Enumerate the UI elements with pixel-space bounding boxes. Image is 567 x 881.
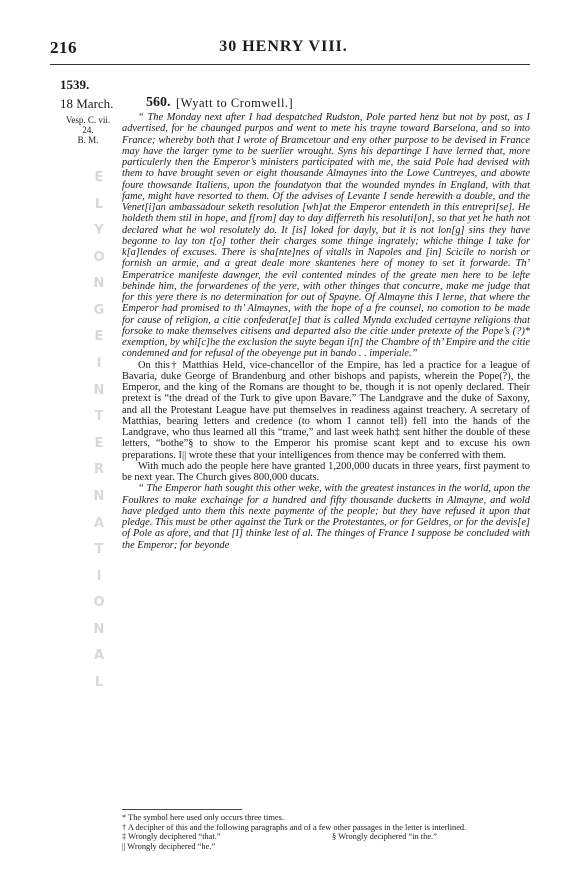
margin-ref-line: 24. bbox=[82, 125, 94, 135]
watermark-letter: T bbox=[94, 409, 104, 425]
watermark-letter: E bbox=[94, 329, 104, 345]
footnote: * The symbol here used only occurs three times. bbox=[122, 813, 284, 822]
watermark-letter: O bbox=[93, 595, 105, 611]
header-rule bbox=[50, 64, 530, 65]
watermark-letter: R bbox=[93, 462, 104, 478]
margin-ref-line: Vesp. C. vii. bbox=[65, 115, 111, 125]
body-paragraph: On this† Matthias Held, vice-chancellor of the Empire, has led a practice for a league of Bavaria, duke George of Brandenburg and other bishops and papists, wherein the Pope(?), the Emperor, and the king of the Romans are thought to be, though it is not openly declared. Their pretext is “the dread of the Turk to give upon Bavare.” The Landgrave and the duke of Saxony, and all the Protestant League have put themselves in readiness against treachery. A secretary of Matthias, bearing letters and credence (to whom I cannot tell) fell into the hands of the Landgrave, who thus learned all this “trame,” and last week hath‡ sent hither the double of these letters, “bothe”§ to show to the Emperor his promise scant kept and to excuse his own preparations. I|| wrote these that your intelligences from thence may be conferred with them. bbox=[122, 359, 530, 461]
footnote: || Wrongly deciphered “he.” bbox=[122, 841, 216, 851]
watermark bbox=[88, 170, 110, 690]
watermark-letter: Y bbox=[94, 223, 104, 239]
watermark-letter: N bbox=[93, 276, 105, 292]
body-paragraph: With much ado the people here have granted 1,200,000 ducats in three years, first payment to be next year. The Church gives 800,000 ducats. bbox=[122, 460, 530, 483]
watermark-letter: E bbox=[94, 170, 104, 185]
watermark-letter: O bbox=[93, 249, 105, 265]
watermark-letter: L bbox=[94, 196, 104, 212]
footnote-rule bbox=[122, 809, 242, 810]
footnote: § Wrongly deciphered “in the.” bbox=[332, 832, 437, 842]
body-paragraph: “ The Monday next after I had despatched Rudston, Pole parted henz but not by post, as I advertised, for he chaunged purpos and went to mete his trayne toward Barselona, and so into France; whereby both that I wrote of Bramcetour and eny other purpose to be devised in France may have the larger tyme to be suerlier wrought. Syns his departinge I have lerned that, more particulerly then the Emperor’s ministers participated with me, the said Pole had devised with them to have brought seven or eight thousande Almaynes into the Lowe Cuntreyes, and abowte foure thowsande Italiens, upon the foundatyon that the wounded myndes in England, with that fame, might have resorted to them. Of the advises of Levante I sende herewith a double, and the Venet[i]an ambassadour seketh resolution [wh]at the Emperor entendeth in this entrepri[se]. He holdeth them stil in hope, and f[rom] day to day differreth his resoluti[on], so that yet he hath not declared what he wol resolutely do. It [is] loked for dayly, but it is not lon[g] sins they have begonne to lay ton t[o] tother their charges some thinge ingrately; whiche thinge I take for k[a]lendes of excuses. There is sha[nte]nes of vitalls in Napoles and [in] Scicile to norish or fornish an armie, and a great deale more skantenes here of money to set it forwarde. Th’ Emperatrice manifeste dawnger, the evil contented mindes of the greate men here to be lefte behinde him, the forwardenes of the yere, with other thinges that concurre, make me judge that for this yere there is no determination for out of Spayne. Of Almayne this I lerne, that where the Emperor had promised to th’ Almaynes, with the hope of a fre counsel, no comotion to be made for cause of religion, a citie confederat[e] that is called Mynda excluded certayne religions that forsoke to make themselves citisens and departed also the citie under pretexte of the Pope’s (?)* exemption, by whi[c]he the exclusion the suyte began i[n] the Chambre of th’ Empire and the citie condemned and for refusal of the obeyenge put in bando . . imperiale.” bbox=[122, 112, 530, 360]
body-paragraph: “ The Emperor hath sought this other weke, with the greatest instances in the world, upon the Foulkres to make exchainge for a hundred and fifty thousande ducketts in Almayne, and wold have pledged unto them this nexte paymente of the people; but they have refused it upon that pledge. This must be other against the Turk or the Protestantes, or for Geldres, or for the devis[e] of Pole as afore, and that [I] thinke lest of al. The thinges of France I suppose be concluded with the Emperor; for beyonde bbox=[122, 483, 530, 551]
entry-number: 560. bbox=[146, 95, 171, 110]
watermark-letter: I bbox=[96, 356, 102, 372]
watermark-letter: T bbox=[94, 542, 104, 558]
footnotes bbox=[122, 813, 530, 851]
watermark-letter: E bbox=[94, 435, 104, 451]
watermark-letter: I bbox=[96, 568, 102, 584]
footnote: ‡ Wrongly deciphered “that.” bbox=[122, 832, 221, 842]
watermark-letter: N bbox=[93, 621, 105, 637]
watermark-letter: A bbox=[93, 515, 105, 531]
footnote-row bbox=[122, 832, 530, 842]
margin-reference bbox=[60, 115, 116, 145]
letter-body bbox=[122, 112, 530, 551]
entry-year: 1539. bbox=[60, 77, 90, 92]
running-head: 30 HENRY VIII. bbox=[219, 38, 348, 55]
watermark-letter: A bbox=[93, 648, 105, 664]
watermark-letter: N bbox=[93, 488, 105, 504]
page-number: 216 bbox=[50, 38, 77, 57]
entry-date: 18 March. bbox=[60, 96, 114, 111]
watermark-letter: G bbox=[93, 302, 105, 318]
footnote: † A decipher of this and the following paragraphs and of a few other passages in the letter is interlined. bbox=[122, 822, 467, 832]
entry-title: [Wyatt to Cromwell.] bbox=[176, 96, 294, 110]
watermark-letter: N bbox=[93, 382, 105, 398]
margin-ref-line: B. M. bbox=[77, 135, 99, 145]
watermark-letter: L bbox=[94, 674, 104, 690]
